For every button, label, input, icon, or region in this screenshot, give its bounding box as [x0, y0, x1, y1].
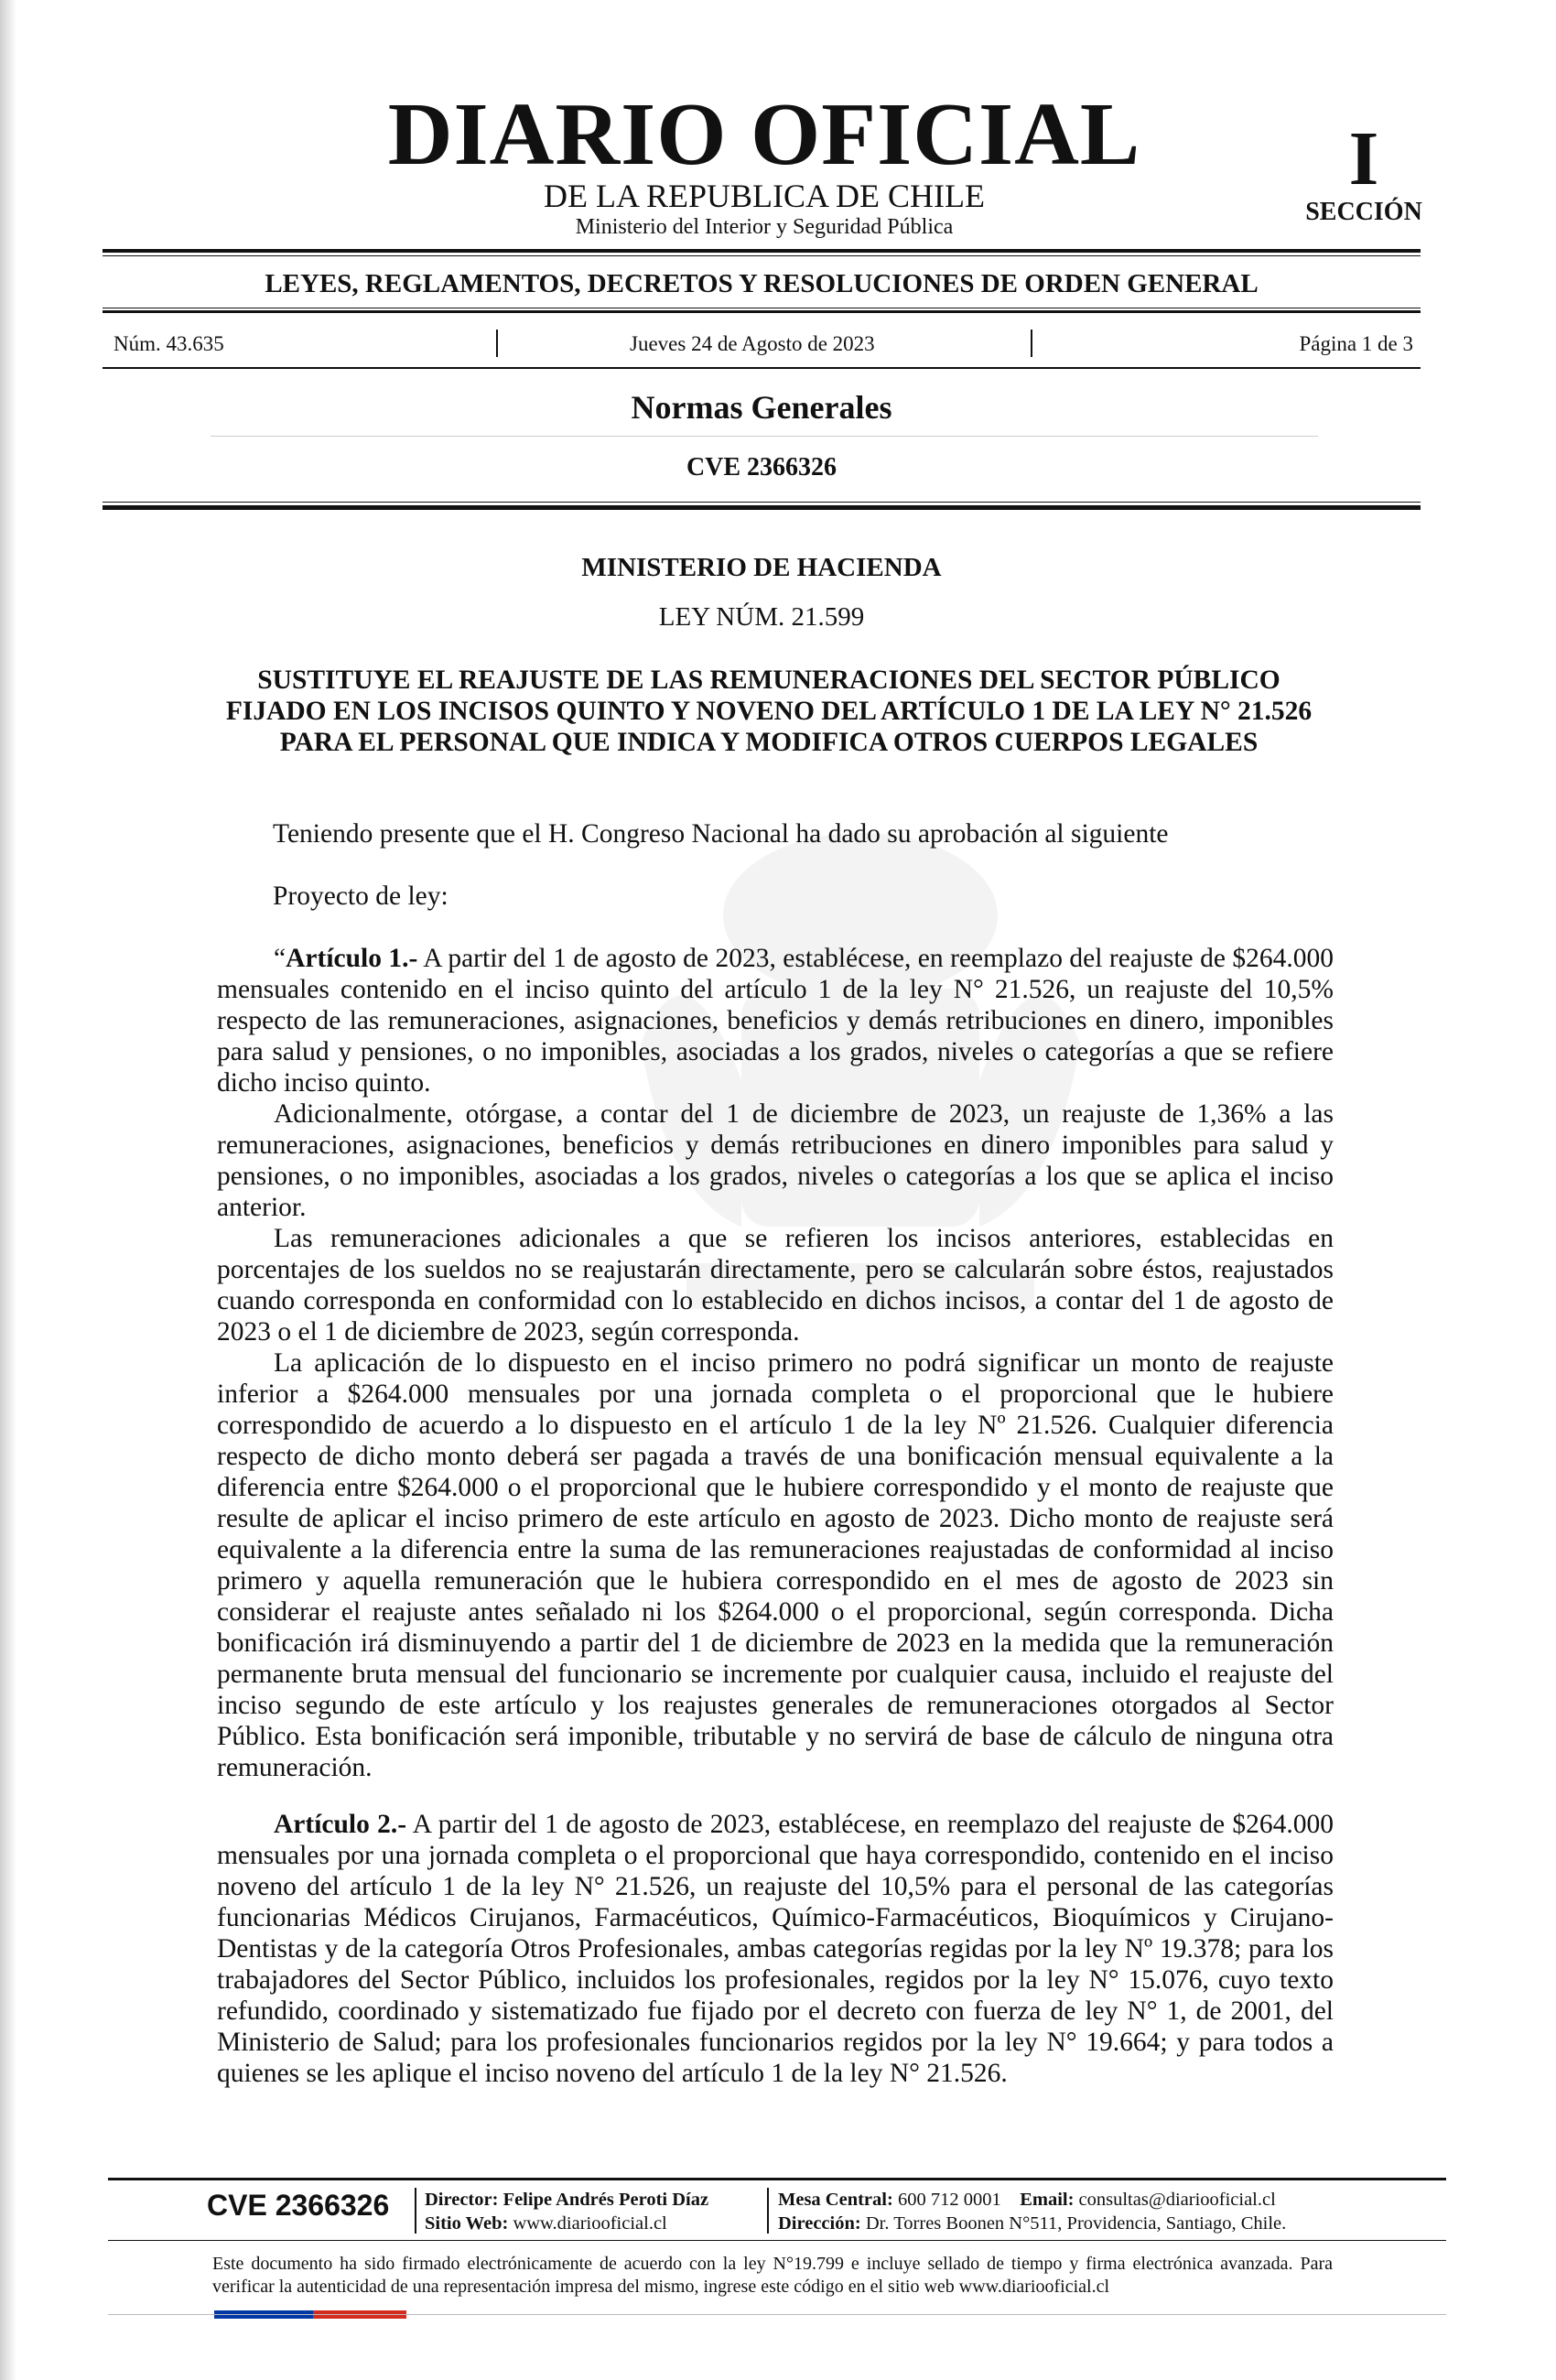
site-label: Sitio Web:	[425, 2213, 509, 2234]
email-link[interactable]: consultas@diariooficial.cl	[1078, 2190, 1276, 2210]
article-1-paragraph-3: Las remuneraciones adicionales a que se refieren los incisos anteriores, establecidas en porcentajes de los sueldos no se reajustarán directamente, pero se calcularán sobre éstos, reajustados cuando corresponda en conformidad con lo establecido en dichos incisos, a contar del 1 de agosto de 2023 o el 1 de diciembre de 2023, según corresponda.	[217, 1224, 1334, 1347]
info-separator-2	[1031, 330, 1032, 357]
category-rule-thick	[103, 310, 1421, 313]
phone-label: Mesa Central:	[778, 2190, 893, 2210]
issue-number: Núm. 43.635	[113, 332, 224, 355]
email-label: Email:	[1020, 2190, 1075, 2210]
masthead-rule-thin	[103, 255, 1421, 256]
cve-code: CVE 2366326	[686, 453, 837, 481]
footer-rule-bottom	[108, 2240, 1446, 2241]
address: Dr. Torres Boonen N°511, Providencia, Santiago, Chile.	[865, 2213, 1287, 2234]
page-info: Página 1 de 3	[1299, 332, 1413, 355]
article-1-paragraph-1	[217, 943, 1334, 1098]
masthead-ministry: Ministerio del Interior y Seguridad Pública	[575, 215, 954, 239]
footer-cve-code: CVE 2366326	[207, 2189, 390, 2222]
proyecto-label: Proyecto de ley:	[273, 882, 448, 911]
article-1-text-1: A partir del 1 de agosto de 2023, establécese, en reemplazo del reajuste de $264.000 mensuales contenido en el inciso quinto del artículo 1 de la ley N° 21.526, un reajuste del 10,5% respecto de las remuneraciones, asignaciones, beneficios y demás retribuciones en dinero, imponibles para salud y pensiones, o no imponibles, asociadas a los grados, niveles o categorías a que se refiere dicho inciso quinto.	[217, 944, 1334, 1098]
masthead-title: DIARIO OFICIAL	[387, 85, 1141, 184]
article-1-paragraph-4: La aplicación de lo dispuesto en el inciso primero no podrá significar un monto de reajuste inferior a $264.000 mensuales por una jornada completa o el proporcional que le hubiere correspondido de acuerdo a lo dispuesto en el artículo 1 de la ley Nº 21.526. Cualquier diferencia respecto de dicho monto deberá ser pagada a través de una bonificación mensual equivalente a la diferencia entre $264.000 o el proporcional que le hubiere correspondido y el monto de reajuste que resulte de aplicar el inciso primero de este artículo en agosto de 2023. Dicho monto de reajuste será equivalente a la diferencia entre la suma de las remuneraciones reajustadas de conformidad al inciso primero y aquella remuneración que le hubiera correspondido en el mes de agosto de 2023 sin considerar el reajuste antes señalado ni los $264.000 o el proporcional, según corresponda. Dicha bonificación irá disminuyendo a partir del 1 de diciembre de 2023 en la medida que la remuneración permanente bruta mensual del funcionario se incremente por cualquier causa, incluido el reajuste del inciso segundo de este artículo y los reajustes generales de remuneraciones otorgados al Sector Público. Esta bonificación será imponible, tributable y no servirá de base de cálculo de ninguna otra remuneración.	[217, 1348, 1334, 1782]
law-title: SUSTITUYE EL REAJUSTE DE LAS REMUNERACIONES DEL SECTOR PÚBLICO FIJADO EN LOS INCISOS QUINTO Y NOVENO DEL ARTÍCULO 1 DE LA LEY N° 21.526 PARA EL PERSONAL QUE INDICA Y MODIFICA OTROS CUERPOS LEGALES	[225, 665, 1313, 757]
masthead-rule-thick	[103, 249, 1421, 253]
footer-rule-final	[108, 2314, 1446, 2315]
section-title: Normas Generales	[631, 389, 892, 426]
section-title-divider	[211, 436, 1318, 437]
intro-paragraph: Teniendo presente que el H. Congreso Nacional ha dado su aprobación al siguiente	[273, 819, 1169, 849]
info-separator-1	[496, 330, 498, 357]
section-label: SECCIÓN	[1305, 198, 1422, 226]
article-1-paragraph-2: Adicionalmente, otórgase, a contar del 1 de diciembre de 2023, un reajuste de 1,36% a las remuneraciones, asignaciones, beneficios y demás retribuciones en dinero imponibles para salud y pensiones, o no imponibles, asociadas a los grados, niveles o categorías a los que se aplica el inciso anterior.	[217, 1099, 1334, 1222]
masthead-subtitle: DE LA REPUBLICA DE CHILE	[544, 178, 985, 214]
director-name: Felipe Andrés Peroti Díaz	[502, 2190, 709, 2210]
header-bottom-rule-thin	[103, 502, 1421, 503]
footer-director-block	[425, 2188, 773, 2235]
footer-rule-top	[108, 2178, 1446, 2180]
site-link[interactable]: www.diariooficial.cl	[513, 2213, 667, 2234]
phone-number: 600 712 0001	[897, 2190, 1001, 2210]
article-2-heading: Artículo 2.-	[274, 1810, 407, 1839]
footer-contact-block	[778, 2188, 1437, 2235]
footer-separator-1	[415, 2188, 416, 2234]
article-2-text-1: A partir del 1 de agosto de 2023, establécese, en reemplazo del reajuste de $264.000 mensuales por una jornada completa o el proporcional que haya correspondido, contenido en el inciso noveno del artículo 1 de la ley N° 21.526, un reajuste del 10,5% para el personal de las categorías funcionarias Médicos Cirujanos, Farmacéuticos, Químico-Farmacéuticos, Bioquímicos y Cirujano-Dentistas y de la categoría Otros Profesionales, ambas categorías regidas por la ley Nº 19.378; para los trabajadores del Sector Público, incluidos los profesionales, regidos por la ley N° 15.076, cuyo texto refundido, coordinado y sistematizado fue fijado por el decreto con fuerza de ley N° 1, de 2001, del Ministerio de Salud; para los profesionales funcionarios regidos por la ley N° 19.664; y para todos a quienes se les aplique el inciso noveno del artículo 1 de la ley N° 21.526.	[217, 1810, 1334, 2088]
category-heading: LEYES, REGLAMENTOS, DECRETOS Y RESOLUCIONES DE ORDEN GENERAL	[265, 269, 1259, 298]
article-1-heading: Artículo 1.-	[286, 944, 418, 973]
legal-notice: Este documento ha sido firmado electrónicamente de acuerdo con la ley N°19.799 e incluye sellado de tiempo y firma electrónica avanzada. Para verificar la autenticidad de una representación impresa del mismo, ingrese este código en el sitio web www.diariooficial.cl	[212, 2254, 1333, 2297]
page-edge-shadow	[0, 0, 16, 2380]
opening-quote: “	[274, 944, 286, 973]
section-number: I	[1348, 116, 1379, 201]
law-number: LEY NÚM. 21.599	[658, 602, 865, 632]
footer-separator-2	[767, 2188, 769, 2234]
address-label: Dirección:	[778, 2213, 861, 2234]
director-label: Director:	[425, 2190, 499, 2210]
issue-date: Jueves 24 de Agosto de 2023	[630, 332, 875, 355]
info-rule	[103, 367, 1421, 369]
article-2-paragraph-1	[217, 1809, 1334, 2089]
header-bottom-rule-thick	[103, 505, 1421, 510]
document-ministry: MINISTERIO DE HACIENDA	[581, 553, 942, 582]
